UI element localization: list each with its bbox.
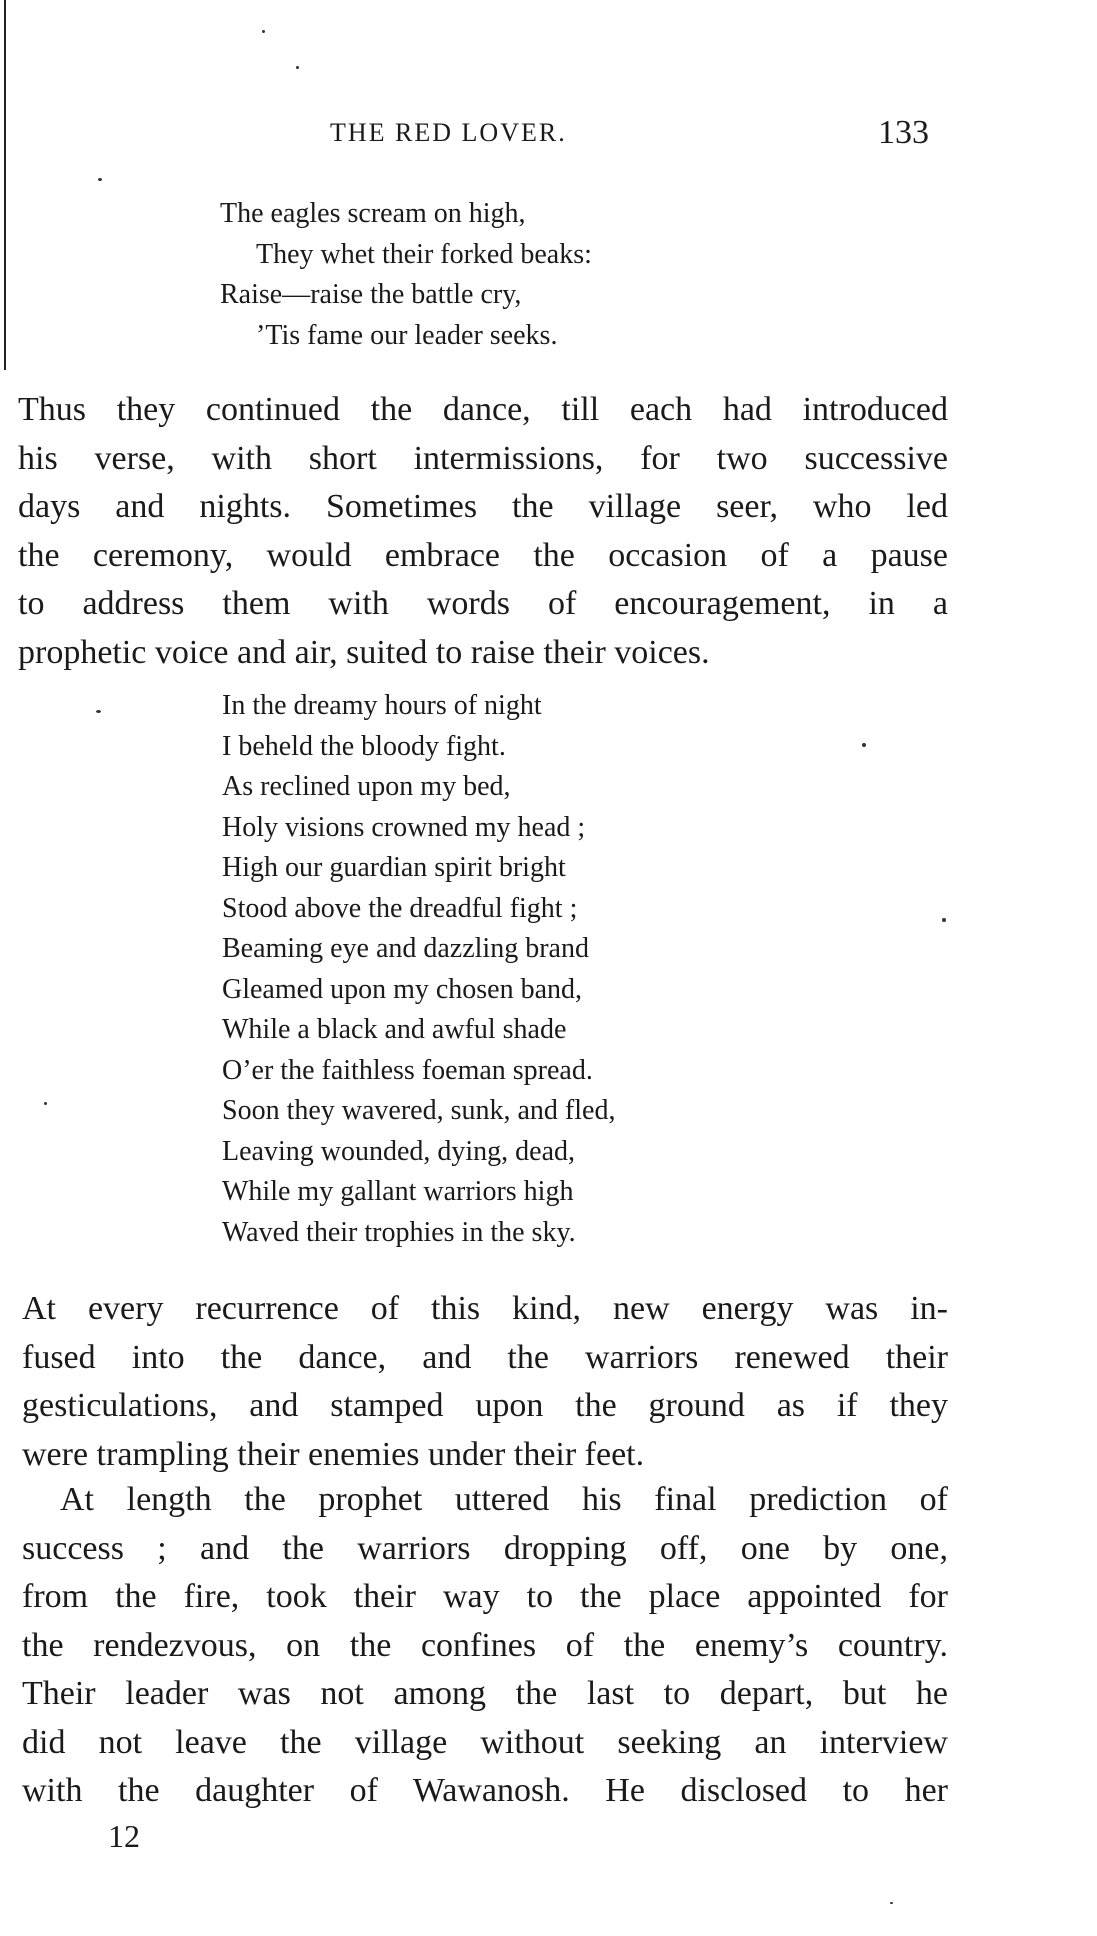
verse-line: While a black and awful shade	[222, 1014, 567, 1045]
ink-speck	[862, 743, 866, 747]
verse-line: They whet their forked beaks:	[256, 238, 592, 270]
verse-line: As reclined upon my bed,	[222, 771, 511, 802]
page-number: 133	[878, 114, 929, 151]
text-line: prophetic voice and air, suited to raise their voices.	[18, 633, 710, 671]
verse-line: Soon they wavered, sunk, and fled,	[222, 1095, 616, 1126]
text-line: At length the prophet uttered his final prediction of	[60, 1481, 948, 1518]
text-line: Their leader was not among the last to depart, but he	[22, 1675, 948, 1712]
ink-speck	[296, 66, 299, 69]
ink-speck	[262, 30, 265, 33]
ink-speck	[890, 1902, 893, 1904]
verse-line: I beheld the bloody fight.	[222, 730, 506, 762]
text-line: the ceremony, would embrace the occasion of a pause	[18, 536, 948, 574]
text-line: success ; and the warriors dropping off, one by one,	[22, 1529, 948, 1567]
verse-line: The eagles scream on high,	[220, 198, 526, 229]
text-line: from the fire, took their way to the place appointed for	[22, 1578, 948, 1615]
verse-line: Gleamed upon my chosen band,	[222, 973, 583, 1005]
signature-mark: 12	[108, 1818, 140, 1854]
ink-speck	[96, 710, 101, 713]
text-line: At every recurrence of this kind, new energy was in-	[22, 1290, 948, 1327]
binding-edge-rule	[4, 0, 6, 370]
verse-line: Beaming eye and dazzling brand	[222, 933, 589, 964]
verse-stanza-2	[222, 686, 615, 1253]
verse-line: Stood above the dreadful fight ;	[222, 892, 578, 924]
text-line: days and nights. Sometimes the village seer, who led	[18, 488, 948, 525]
verse-line: Holy visions crowned my head ;	[222, 811, 586, 843]
verse-line: High our guardian spirit bright	[222, 852, 566, 883]
text-line: his verse, with short intermissions, for two successive	[18, 439, 948, 477]
ink-speck	[942, 918, 946, 922]
verse-line: O’er the faithless foeman spread.	[222, 1054, 593, 1086]
text-line: the rendezvous, on the confines of the enemy’s country.	[22, 1626, 948, 1664]
text-line: gesticulations, and stamped upon the ground as if they	[22, 1387, 948, 1424]
verse-line: Raise—raise the battle cry,	[220, 279, 522, 310]
verse-stanza-1	[220, 194, 592, 356]
text-line: fused into the dance, and the warriors renewed their	[22, 1338, 948, 1376]
paragraph-final-prediction	[22, 1476, 948, 1816]
running-title: THE RED LOVER.	[330, 118, 567, 147]
paragraph-dance-continued	[18, 386, 948, 677]
paragraph-new-energy	[22, 1285, 948, 1479]
verse-line: Leaving wounded, dying, dead,	[222, 1135, 576, 1167]
verse-line: While my gallant warriors high	[222, 1176, 574, 1207]
verse-line: ’Tis fame our leader seeks.	[256, 319, 558, 351]
text-line: to address them with words of encouragement, in a	[18, 585, 948, 622]
text-line: Thus they continued the dance, till each had introduced	[18, 391, 948, 428]
verse-line: In the dreamy hours of night	[222, 690, 542, 721]
text-line: were trampling their enemies under their feet.	[22, 1435, 645, 1473]
verse-line: Waved their trophies in the sky.	[222, 1216, 576, 1248]
text-line: did not leave the village without seeking an interview	[22, 1723, 948, 1761]
text-line: with the daughter of Wawanosh. He disclosed to her	[22, 1772, 948, 1809]
ink-speck	[44, 1102, 47, 1105]
ink-speck	[98, 178, 102, 181]
